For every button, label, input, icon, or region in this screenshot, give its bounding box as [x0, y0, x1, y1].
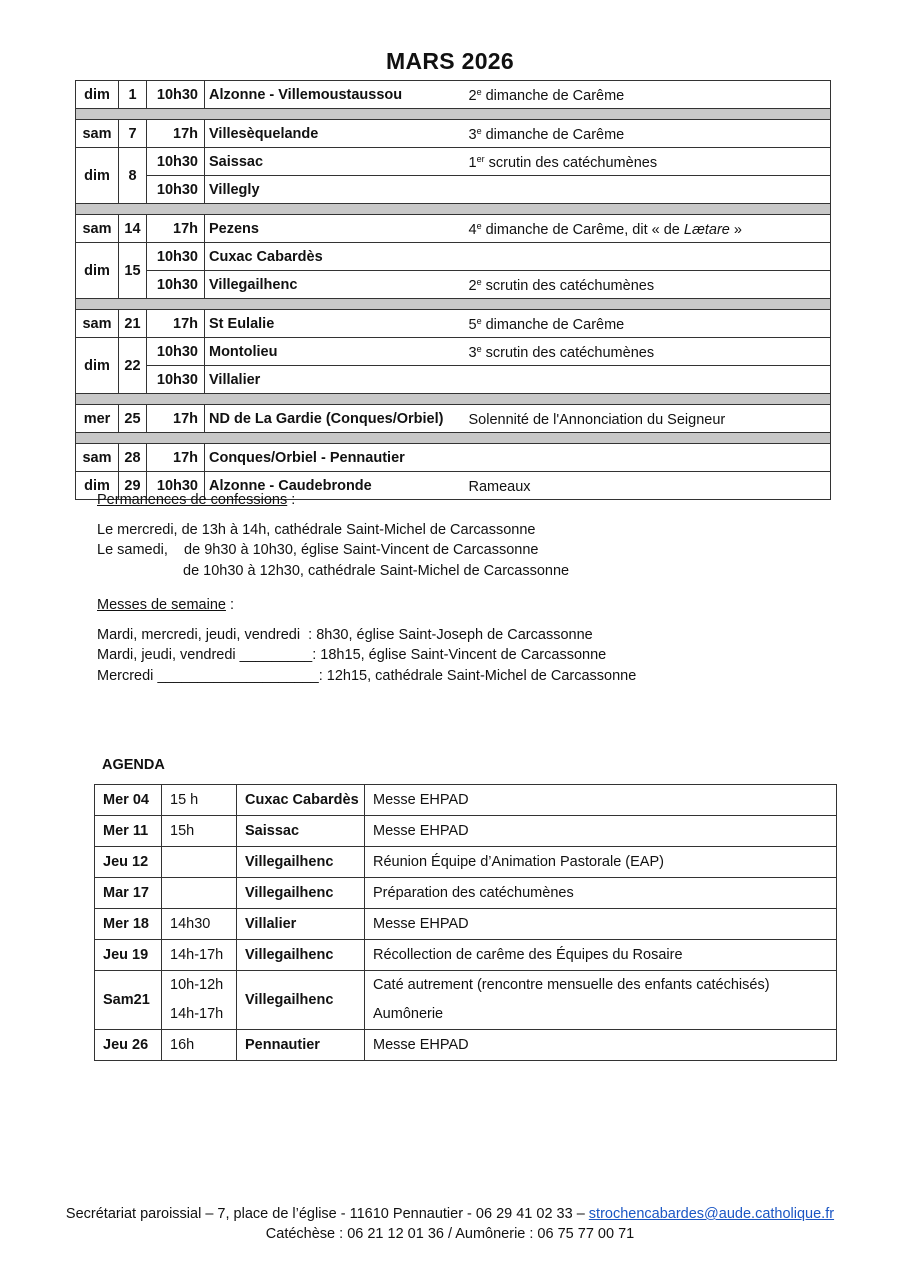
note-text: 3 [468, 345, 477, 361]
weekday-masses-section [97, 595, 636, 686]
mass-note [461, 271, 831, 299]
mass-place: Cuxac Cabardès [205, 243, 461, 271]
mass-place: Alzonne - Villemoustaussou [205, 81, 461, 109]
mass-day: mer [76, 405, 119, 433]
agenda-date: Jeu 12 [95, 847, 162, 878]
mass-note [461, 405, 831, 433]
weekday-mass-detail: : 18h15, église Saint-Vincent de Carcassonne [312, 647, 607, 663]
weekday-mass-fill: _________ [239, 647, 313, 663]
mass-note [461, 338, 831, 366]
week-separator [76, 299, 831, 310]
agenda-date: Mar 17 [95, 878, 162, 909]
agenda-time: 14h-17h [162, 940, 237, 971]
mass-date: 28 [119, 444, 147, 472]
mass-place: Saissac [205, 148, 461, 176]
agenda-place: Villegailhenc [237, 971, 365, 1030]
agenda-row [95, 878, 837, 909]
mass-day: dim [76, 81, 119, 109]
weekday-mass-fill: ____________________ [157, 667, 319, 684]
mass-time: 10h30 [147, 176, 205, 204]
mass-place: Alzonne - Caudebronde [205, 472, 461, 500]
weekday-masses-heading: Messes de semaine [97, 597, 226, 613]
note-text: 2 [468, 88, 477, 104]
agenda-place: Villalier [237, 909, 365, 940]
agenda-time: 15h [162, 816, 237, 847]
weekday-mass-detail: : 12h15, cathédrale Saint-Michel de Carcassonne [318, 667, 637, 684]
mass-row [76, 271, 831, 299]
weekday-mass-line [97, 645, 636, 666]
agenda-time [162, 878, 237, 909]
mass-row [76, 405, 831, 433]
agenda-row [95, 909, 837, 940]
mass-note [461, 243, 831, 271]
mass-place: Villalier [205, 366, 461, 394]
agenda-event: Messe EHPAD [365, 816, 837, 847]
mass-time: 17h [147, 215, 205, 243]
email-link[interactable]: strochencabardes@aude.catholique.fr [588, 1206, 835, 1222]
separator-cell [76, 433, 831, 444]
mass-note [461, 215, 831, 243]
mass-time: 17h [147, 444, 205, 472]
mass-date: 22 [119, 338, 147, 394]
weekday-mass-days: Mardi, jeudi, vendredi [97, 647, 240, 663]
agenda-row [95, 785, 837, 816]
separator-cell [76, 109, 831, 120]
agenda-title: AGENDA [102, 757, 165, 773]
mass-note [461, 366, 831, 394]
note-text: scrutin des catéchumènes [481, 278, 655, 294]
agenda-row [95, 940, 837, 971]
mass-place: Villegly [205, 176, 461, 204]
agenda-place: Villegailhenc [237, 847, 365, 878]
note-text: dimanche de Carême, dit « de [481, 222, 684, 238]
agenda-event-line: Caté autrement (rencontre mensuelle des enfants catéchisés) [373, 977, 770, 993]
agenda-event-line: Aumônerie [373, 1006, 444, 1022]
footer [0, 1204, 900, 1244]
confessions-heading: Permanences de confessions [97, 492, 288, 508]
note-text: 3 [468, 127, 477, 143]
agenda-time: 16h [162, 1030, 237, 1061]
agenda-time: 15 h [162, 785, 237, 816]
mass-row [76, 310, 831, 338]
agenda-date: Mer 11 [95, 816, 162, 847]
confessions-line: de 10h30 à 12h30, cathédrale Saint-Michel de Carcassonne [183, 562, 570, 579]
mass-row [76, 444, 831, 472]
mass-note [461, 176, 831, 204]
mass-place: Villesèquelande [205, 120, 461, 148]
mass-row [76, 215, 831, 243]
agenda-date: Mer 04 [95, 785, 162, 816]
mass-day: dim [76, 472, 119, 500]
separator-cell [76, 394, 831, 405]
mass-place: St Eulalie [205, 310, 461, 338]
confessions-heading-colon: : [287, 492, 296, 508]
note-text: scrutin des catéchumènes [484, 155, 658, 171]
agenda-place: Cuxac Cabardès [237, 785, 365, 816]
agenda-date: Jeu 19 [95, 940, 162, 971]
mass-day: sam [76, 310, 119, 338]
week-separator [76, 394, 831, 405]
note-superscript: e [476, 126, 482, 136]
note-text: Rameaux [468, 479, 531, 495]
weekday-mass-days: Mercredi [97, 667, 158, 684]
agenda-event: Messe EHPAD [365, 909, 837, 940]
note-text: 2 [468, 278, 477, 294]
footer-contacts: Catéchèse : 06 21 12 01 36 / Aumônerie : 06 75 77 00 71 [265, 1226, 635, 1242]
note-text: dimanche de Carême [481, 317, 625, 333]
mass-date: 7 [119, 120, 147, 148]
agenda-place: Saissac [237, 816, 365, 847]
agenda-event: Récollection de carême des Équipes du Rosaire [365, 940, 837, 971]
note-italic: Lætare [683, 222, 730, 238]
agenda-time-line: 10h-12h [170, 977, 224, 993]
note-text: dimanche de Carême [481, 127, 625, 143]
weekday-mass-line [97, 666, 636, 687]
mass-time: 17h [147, 120, 205, 148]
week-separator [76, 109, 831, 120]
mass-time: 10h30 [147, 472, 205, 500]
note-text: 1 [468, 155, 477, 171]
weekday-mass-line [97, 625, 636, 646]
note-text: dimanche de Carême [481, 88, 625, 104]
mass-date: 8 [119, 148, 147, 204]
note-text: 4 [468, 222, 477, 238]
mass-row [76, 176, 831, 204]
agenda-place: Villegailhenc [237, 940, 365, 971]
agenda-row [95, 971, 837, 1030]
mass-date: 14 [119, 215, 147, 243]
note-superscript: er [476, 154, 485, 164]
mass-row [76, 81, 831, 109]
agenda-event [365, 971, 837, 1030]
page-title: MARS 2026 [386, 48, 514, 74]
agenda-event: Messe EHPAD [365, 785, 837, 816]
week-separator [76, 433, 831, 444]
mass-time: 10h30 [147, 243, 205, 271]
mass-time: 10h30 [147, 338, 205, 366]
weekday-mass-detail: : 8h30, église Saint-Joseph de Carcassonne [308, 626, 593, 643]
note-text: » [729, 222, 742, 238]
mass-day: sam [76, 444, 119, 472]
note-text: scrutin des catéchumènes [481, 345, 655, 361]
agenda-place: Pennautier [237, 1030, 365, 1061]
agenda-date: Jeu 26 [95, 1030, 162, 1061]
agenda-date: Sam21 [95, 971, 162, 1030]
mass-place: Pezens [205, 215, 461, 243]
note-text: 5 [468, 317, 477, 333]
mass-place: Conques/Orbiel - Pennautier [205, 444, 461, 472]
mass-place: Villegailhenc [205, 271, 461, 299]
mass-row [76, 120, 831, 148]
mass-time: 10h30 [147, 81, 205, 109]
agenda-row [95, 847, 837, 878]
mass-note [461, 444, 831, 472]
mass-day: dim [76, 338, 119, 394]
weekday-mass-days: Mardi, mercredi, jeudi, vendredi [97, 626, 309, 643]
separator-cell [76, 204, 831, 215]
agenda-row [95, 1030, 837, 1061]
mass-date: 15 [119, 243, 147, 299]
agenda-event: Messe EHPAD [365, 1030, 837, 1061]
mass-day: sam [76, 120, 119, 148]
mass-time: 10h30 [147, 148, 205, 176]
mass-row [76, 338, 831, 366]
mass-date: 1 [119, 81, 147, 109]
mass-day: sam [76, 215, 119, 243]
mass-note [461, 120, 831, 148]
mass-date: 21 [119, 310, 147, 338]
confessions-section [97, 490, 569, 581]
agenda-row [95, 816, 837, 847]
mass-date: 29 [119, 472, 147, 500]
mass-day: dim [76, 148, 119, 204]
mass-row [76, 148, 831, 176]
note-superscript: e [476, 221, 482, 231]
mass-place: ND de La Gardie (Conques/Orbiel) [205, 405, 461, 433]
mass-time: 17h [147, 310, 205, 338]
mass-time: 17h [147, 405, 205, 433]
mass-date: 25 [119, 405, 147, 433]
mass-schedule-table [75, 80, 831, 500]
separator-cell [76, 299, 831, 310]
weekday-masses-heading-colon: : [225, 597, 235, 613]
agenda-event: Préparation des catéchumènes [365, 878, 837, 909]
agenda-place: Villegailhenc [237, 878, 365, 909]
mass-note [461, 81, 831, 109]
mass-time: 10h30 [147, 271, 205, 299]
footer-secretariat: Secrétariat paroissial – 7, place de l’église - 11610 Pennautier - 06 29 41 02 33 – [65, 1206, 589, 1222]
confessions-line: Le mercredi, de 13h à 14h, cathédrale Saint-Michel de Carcassonne [97, 521, 536, 538]
agenda-time [162, 847, 237, 878]
mass-time: 10h30 [147, 366, 205, 394]
mass-row [76, 243, 831, 271]
mass-row [76, 366, 831, 394]
agenda-time [162, 971, 237, 1030]
agenda-time: 14h30 [162, 909, 237, 940]
note-superscript: e [476, 344, 482, 354]
agenda-table [94, 784, 837, 1061]
note-superscript: e [476, 87, 482, 97]
note-superscript: e [476, 316, 482, 326]
mass-place: Montolieu [205, 338, 461, 366]
agenda-time-line: 14h-17h [170, 1006, 224, 1022]
mass-note [461, 310, 831, 338]
agenda-event: Réunion Équipe d’Animation Pastorale (EAP) [365, 847, 837, 878]
week-separator [76, 204, 831, 215]
mass-day: dim [76, 243, 119, 299]
agenda-date: Mer 18 [95, 909, 162, 940]
note-superscript: e [476, 277, 482, 287]
confessions-line: Le samedi, de 9h30 à 10h30, église Saint-Vincent de Carcassonne [97, 542, 539, 558]
note-text: Solennité de l'Annonciation du Seigneur [468, 412, 726, 428]
mass-note [461, 148, 831, 176]
